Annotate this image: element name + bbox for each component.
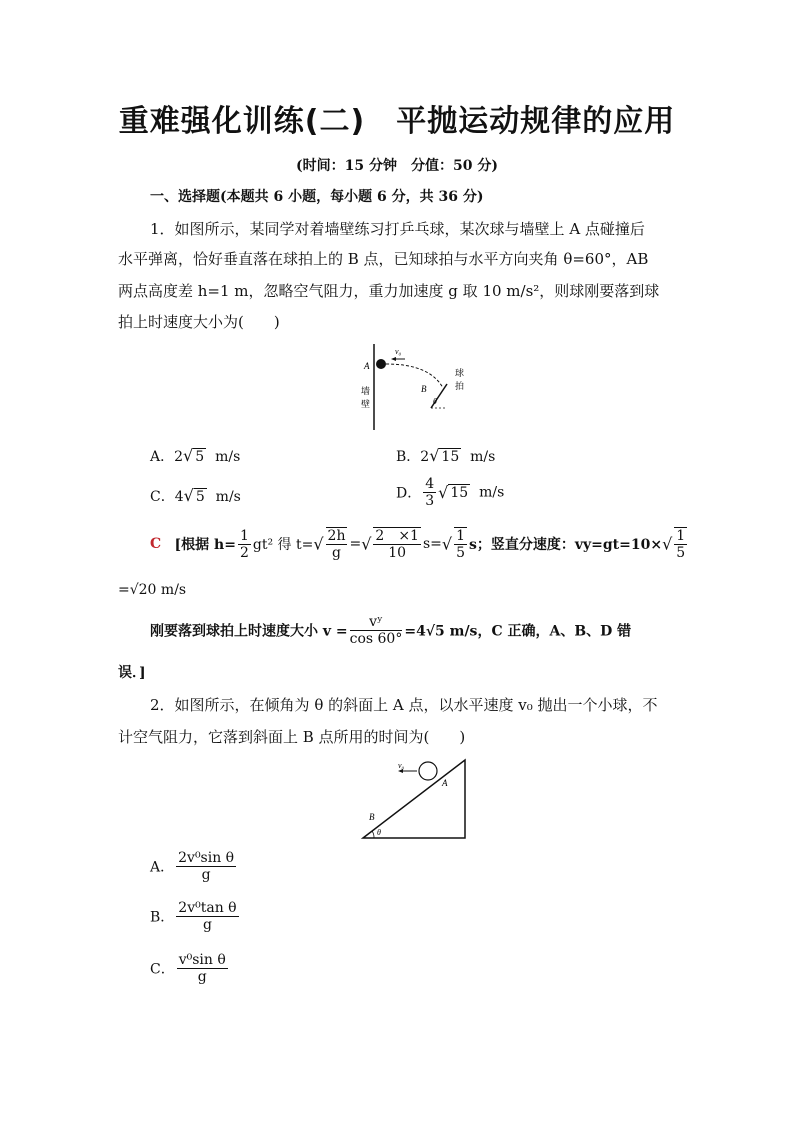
frac-cos-den: cos 60° [349, 631, 403, 647]
label-wall-1: 墙 [361, 386, 371, 396]
q1-line-3: 两点高度差 h=1 m，忽略空气阻力，重力加速度 g 取 10 m/s²，则球刚要落到球 [118, 282, 660, 300]
q1-answer-line-4: 误．] [118, 665, 146, 681]
q2-option-c-den: g [197, 969, 207, 985]
option-d-fraction [423, 476, 436, 509]
label-v0: v₀ [398, 761, 405, 770]
frac-1-5 [454, 527, 467, 561]
q2-option-c-fraction [177, 952, 228, 985]
answer-text-7: =4√5 m/s，C 正确，A、B、D 错 [404, 623, 632, 640]
q2-line-2: 计空气阻力，它落到斜面上 B 点所用的时间为( ) [118, 728, 466, 746]
v0-arrowhead [391, 357, 396, 361]
q1-line-1: 1．如图所示，某同学对着墙壁练习打乒乓球，某次球与墙壁上 A 点碰撞后 [150, 220, 645, 238]
frac-1-5b-den: 5 [676, 545, 686, 561]
label-racket-1: 球 [455, 368, 465, 378]
q2-option-b-num: 2v⁰tan θ [178, 900, 237, 916]
label-b: B [369, 812, 375, 822]
q2-option-c[interactable] [150, 952, 230, 985]
frac-half-num: 1 [239, 527, 249, 544]
q2-line-1: 2．如图所示，在倾角为 θ 的斜面上 A 点，以水平速度 v₀ 抛出一个小球，不 [150, 696, 658, 714]
q2-option-b-den: g [202, 917, 212, 933]
option-a-label: A． [150, 449, 175, 465]
option-d-den: 3 [425, 493, 435, 509]
option-b-coef: 2 [420, 449, 430, 465]
option-a-unit: m/s [215, 449, 241, 465]
q1-figure [355, 340, 465, 432]
q1-option-d[interactable]: D． $\frac{4}{3}$ √ 15 m/s [396, 476, 505, 509]
option-d-label: D． [396, 485, 422, 502]
option-d-num: 4 [425, 476, 435, 492]
q2-option-c-num: v⁰sin θ [178, 952, 226, 968]
option-b-unit: m/s [470, 449, 496, 465]
option-b-label: B． [396, 449, 421, 465]
q2-option-a-fraction [176, 850, 236, 883]
frac-2x1-num: 2 ×1 [375, 528, 419, 544]
q1-answer-line-3 [150, 614, 631, 647]
label-a: A [364, 361, 370, 371]
frac-2x1-10 [373, 527, 421, 561]
answer-text-2: gt² 得 t= [252, 537, 314, 553]
q2-option-b-label: B． [150, 909, 175, 926]
q2-option-a-den: g [201, 867, 211, 883]
frac-2h-num: 2h [327, 528, 346, 544]
incline-triangle [363, 760, 465, 838]
option-c-unit: m/s [215, 489, 241, 505]
frac-10-den: 10 [388, 545, 407, 561]
option-c-label: C． [150, 489, 175, 505]
frac-1-5b-num: 1 [676, 528, 686, 544]
frac-vy-cos [350, 614, 403, 647]
frac-1-5-num: 1 [456, 528, 465, 544]
label-wall-2: 壁 [361, 399, 371, 409]
label-racket-2: 拍 [455, 381, 465, 391]
answer-text-4: s= [422, 536, 442, 552]
ball [419, 762, 437, 780]
q2-option-b[interactable] [150, 900, 241, 933]
page-title: 重难强化训练(二) 平抛运动规律的应用 [118, 104, 676, 139]
q2-option-a[interactable] [150, 850, 238, 883]
frac-1-5-den: 5 [456, 545, 465, 561]
answer-text-6: 刚要落到球拍上时速度大小 v = [150, 623, 348, 640]
q2-option-a-label: A． [150, 859, 175, 876]
frac-2h-g [326, 527, 348, 561]
frac-1-5-b [674, 527, 687, 561]
q1-line-4: 拍上时速度大小为( ) [118, 313, 280, 331]
answer-text-5: s；竖直分速度：vy=gt=10× [469, 537, 663, 553]
label-theta: θ [377, 828, 381, 837]
option-d-radicand: 15 [450, 484, 469, 501]
label-a: A [442, 778, 448, 788]
answer-text-3: = [349, 536, 362, 552]
q1-answer-line-2: =√20 m/s [118, 582, 187, 598]
frac-half [238, 528, 251, 561]
q2-option-a-num: 2v⁰sin θ [178, 850, 235, 866]
q1-answer-line-1: C [根据 h= $\frac{1}{2}$ gt² 得 t=√ $\frac{2h}{g}$ =√ $\frac{2 \times 1}{10}$ s=√ $\frac{1}{5}$ s；竖直分速度：vy=gt=10×√ $\frac{1}{5}$ [150, 527, 686, 561]
q1-option-a[interactable]: A．2√ 5 m/s [150, 446, 241, 465]
q1-line-2: 水平弹离，恰好垂直落在球拍上的 B 点，已知球拍与水平方向夹角 θ=60°，AB [118, 250, 649, 268]
q2-option-b-fraction [176, 900, 238, 933]
frac-g-den: g [332, 545, 341, 561]
angle-arc [372, 831, 374, 838]
label-v0: v₀ [395, 347, 402, 356]
frac-half-den: 2 [239, 544, 249, 561]
q1-option-c[interactable]: C．4√ 5 m/s [150, 486, 241, 505]
q1-option-b[interactable]: B．2√ 15 m/s [396, 446, 496, 465]
answer-text-1: [根据 h= [174, 537, 236, 553]
section-heading: 一、选择题(本题共 6 小题，每小题 6 分，共 36 分) [150, 189, 484, 205]
ball [376, 359, 386, 369]
trajectory [386, 364, 443, 388]
label-b: B [421, 384, 427, 394]
option-d-unit: m/s [479, 484, 505, 501]
q2-figure [360, 756, 472, 842]
frac-vy-num: vʸ [350, 614, 403, 631]
option-c-coef: 4 [174, 489, 184, 505]
page-subtitle: (时间：15 分钟 分值：50 分) [296, 158, 498, 174]
option-a-radicand: 5 [195, 449, 205, 465]
option-b-radicand: 15 [441, 449, 460, 465]
label-theta: θ [433, 397, 437, 406]
option-a-coef: 2 [174, 449, 184, 465]
q2-option-c-label: C． [150, 961, 175, 978]
answer-letter: C [150, 536, 162, 552]
option-c-radicand: 5 [195, 489, 205, 505]
